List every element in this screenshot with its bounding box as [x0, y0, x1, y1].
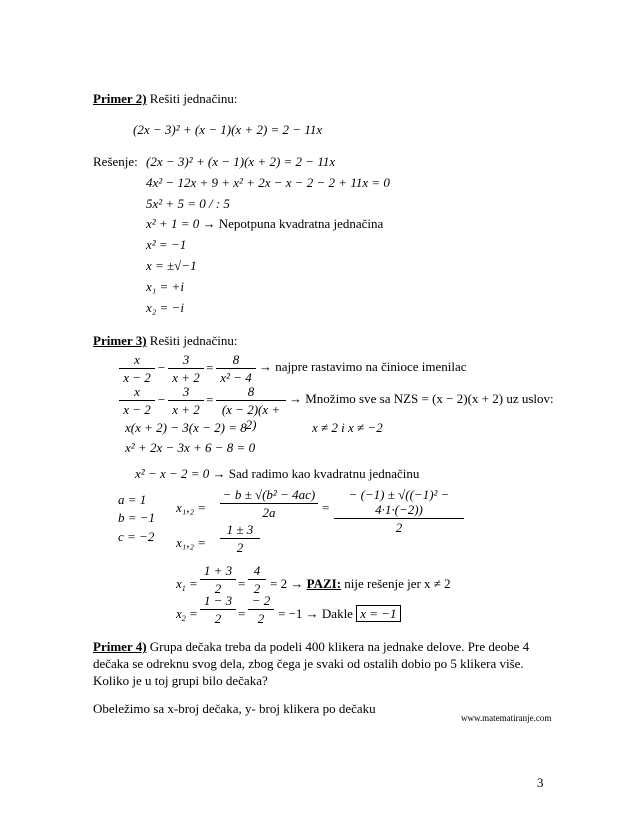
- primer3-formula-den2: 2: [395, 520, 403, 535]
- primer2-step-2: 4x² − 12x + 9 + x² + 2x − x − 2 − 2 + 11x = 0: [146, 175, 390, 190]
- primer3-l1-frac-2-den: x + 2: [172, 370, 200, 385]
- primer3-note3: Sad radimo kao kvadratnu jednačinu: [228, 466, 420, 481]
- primer3-x1-eq: =: [238, 576, 246, 591]
- primer3-step4: x² + 2x − 3x + 6 − 8 = 0: [125, 440, 256, 455]
- primer4-line-1: [93, 639, 529, 655]
- primer2-heading-line: [93, 91, 238, 107]
- primer3-x2-frac-2: [248, 593, 274, 626]
- primer4-text-1: Grupa dečaka treba da podeli 400 klikera na jednake delove. Pre deobe 4: [146, 639, 530, 654]
- primer2-equation: (2x − 3)² + (x − 1)(x + 2) = 2 − 11x: [133, 122, 323, 137]
- primer4-text-3: Koliko je u toj grupi bilo dečaka?: [93, 673, 268, 688]
- primer3-l2-equals: =: [206, 392, 214, 407]
- primer3-x12-num: 1 ± 3: [220, 522, 260, 539]
- primer3-l1-frac-3: [216, 352, 256, 385]
- primer3-l2-frac-1: [119, 384, 155, 417]
- primer3-l1-frac-3-num: 8: [216, 352, 256, 369]
- primer4-text-4: Obeležimo sa x-broj dečaka, y- broj klikera po dečaku: [93, 701, 376, 716]
- primer3-x1-frac-1: [200, 563, 236, 596]
- primer4-text-2: dečaka se odreknu svog dela, zbog čega je svaki od ostalih dobio po 5 klikera više.: [93, 656, 524, 671]
- primer3-formula-den: 2a: [262, 505, 276, 520]
- primer3-note1: najpre rastavimo na činioce imenilac: [275, 359, 467, 374]
- primer3-l1-minus: −: [158, 360, 166, 375]
- primer3-l1-frac-1: [119, 352, 155, 385]
- primer3-l1-frac-2-num: 3: [168, 352, 204, 369]
- primer3-x1-den: 2: [214, 581, 222, 596]
- primer3-l1-frac-2: [168, 352, 204, 385]
- primer3-x12-frac: [220, 522, 260, 555]
- primer3-x2-eq: =: [238, 606, 246, 621]
- primer2-step-3: 5x² + 5 = 0 / : 5: [146, 196, 230, 211]
- footer-url: www.matematiranje.com: [461, 713, 552, 723]
- primer3-heading-line: [93, 333, 238, 349]
- primer4-heading: Primer 4): [93, 639, 147, 654]
- primer3-formula-left: x₁,₂ =: [176, 500, 207, 515]
- primer3-l1-frac-1-num: x: [119, 352, 155, 369]
- primer3-x2-result: = −1 → Dakle: [278, 606, 353, 621]
- primer3-l1-equals: =: [206, 360, 214, 375]
- primer3-x2-den2: 2: [257, 611, 265, 626]
- primer2-heading-rest: Rešiti jednačinu:: [146, 91, 238, 106]
- primer3-x1-result-line: [270, 576, 451, 592]
- primer3-x2-num: 1 − 3: [200, 593, 236, 610]
- primer3-l2-frac-1-den: x − 2: [123, 402, 151, 417]
- primer3-x2-den: 2: [214, 611, 222, 626]
- primer3-x2-result-line: [278, 606, 401, 622]
- primer3-l2-frac-3-num: 8: [216, 384, 286, 401]
- primer3-step5: x² − x − 2 = 0 →: [135, 466, 226, 481]
- primer3-l2-frac-3-den: (x − 2)(x + 2): [221, 402, 281, 432]
- primer2-note: Nepotpuna kvadratna jednačina: [218, 216, 384, 231]
- primer3-formula-eq: =: [322, 500, 330, 515]
- primer3-l1-frac-3-den: x² − 4: [220, 370, 252, 385]
- primer3-formula-frac-1: [220, 487, 318, 520]
- primer3-l1-frac-1-den: x − 2: [123, 370, 151, 385]
- primer2-step-7: x₁ = +i: [146, 279, 184, 294]
- primer2-solution-label: Rešenje:: [93, 154, 138, 169]
- primer3-note2: Množimo sve sa NZS = (x − 2)(x + 2) uz uslov:: [305, 391, 554, 406]
- primer3-pazi-rest: nije rešenje jer x ≠ 2: [341, 576, 451, 591]
- primer3-final-answer: x = −1: [356, 605, 400, 622]
- primer3-formula-num2: − (−1) ± √((−1)² − 4·1·(−2)): [334, 487, 464, 519]
- primer3-x2-frac-1: [200, 593, 236, 626]
- primer3-x1-num2: 4: [248, 563, 266, 580]
- primer2-step-4: x² + 1 = 0 →: [146, 216, 216, 231]
- primer3-x2-num2: − 2: [248, 593, 274, 610]
- primer3-l2-frac-1-num: x: [119, 384, 155, 401]
- primer3-coef-a: a = 1: [118, 492, 147, 507]
- primer3-pazi: PAZI:: [306, 576, 342, 591]
- primer3-step3: x(x + 2) − 3(x − 2) = 8: [125, 420, 247, 435]
- primer3-formula-num: − b ± √(b² − 4ac): [220, 487, 318, 504]
- primer3-l2-note-line: → Množimo sve sa NZS = (x − 2)(x + 2) uz uslov:: [289, 391, 554, 406]
- primer3-l2-frac-2: [168, 384, 204, 417]
- primer3-x1-num: 1 + 3: [200, 563, 236, 580]
- primer3-coef-c: c = −2: [118, 529, 155, 544]
- primer3-l2-frac-2-den: x + 2: [172, 402, 200, 417]
- primer3-x1-frac-2: [248, 563, 266, 596]
- primer3-x2-label: $x_2$ =: [176, 606, 198, 623]
- primer2-step-4-line: [146, 216, 383, 232]
- page-number: 3: [537, 775, 544, 790]
- primer2-step-8: x₂ = −i: [146, 300, 184, 315]
- primer3-l2-minus: −: [158, 392, 166, 407]
- primer2-heading: Primer 2): [93, 91, 147, 106]
- primer2-step-5: x² = −1: [146, 237, 187, 252]
- primer2-step-1: (2x − 3)² + (x − 1)(x + 2) = 2 − 11x: [146, 154, 336, 169]
- primer3-x12-left: x₁,₂ =: [176, 535, 207, 550]
- primer2-step-6: x = ±√−1: [146, 258, 197, 273]
- primer3-x1-label: $x_1$ =: [176, 576, 198, 593]
- primer3-l2-frac-2-num: 3: [168, 384, 204, 401]
- primer3-x1-result: = 2 →: [270, 576, 304, 591]
- primer3-step5-line: [135, 466, 419, 482]
- primer3-condition: x ≠ 2 i x ≠ −2: [312, 420, 383, 435]
- primer3-coef-b: b = −1: [118, 510, 156, 525]
- primer3-heading: Primer 3): [93, 333, 147, 348]
- primer3-formula-frac-2: [334, 487, 464, 535]
- primer3-x1-den2: 2: [253, 581, 261, 596]
- primer3-l1-note-line: → najpre rastavimo na činioce imenilac: [259, 359, 467, 374]
- primer3-heading-rest: Rešiti jednačinu:: [146, 333, 238, 348]
- primer3-x12-den: 2: [236, 540, 244, 555]
